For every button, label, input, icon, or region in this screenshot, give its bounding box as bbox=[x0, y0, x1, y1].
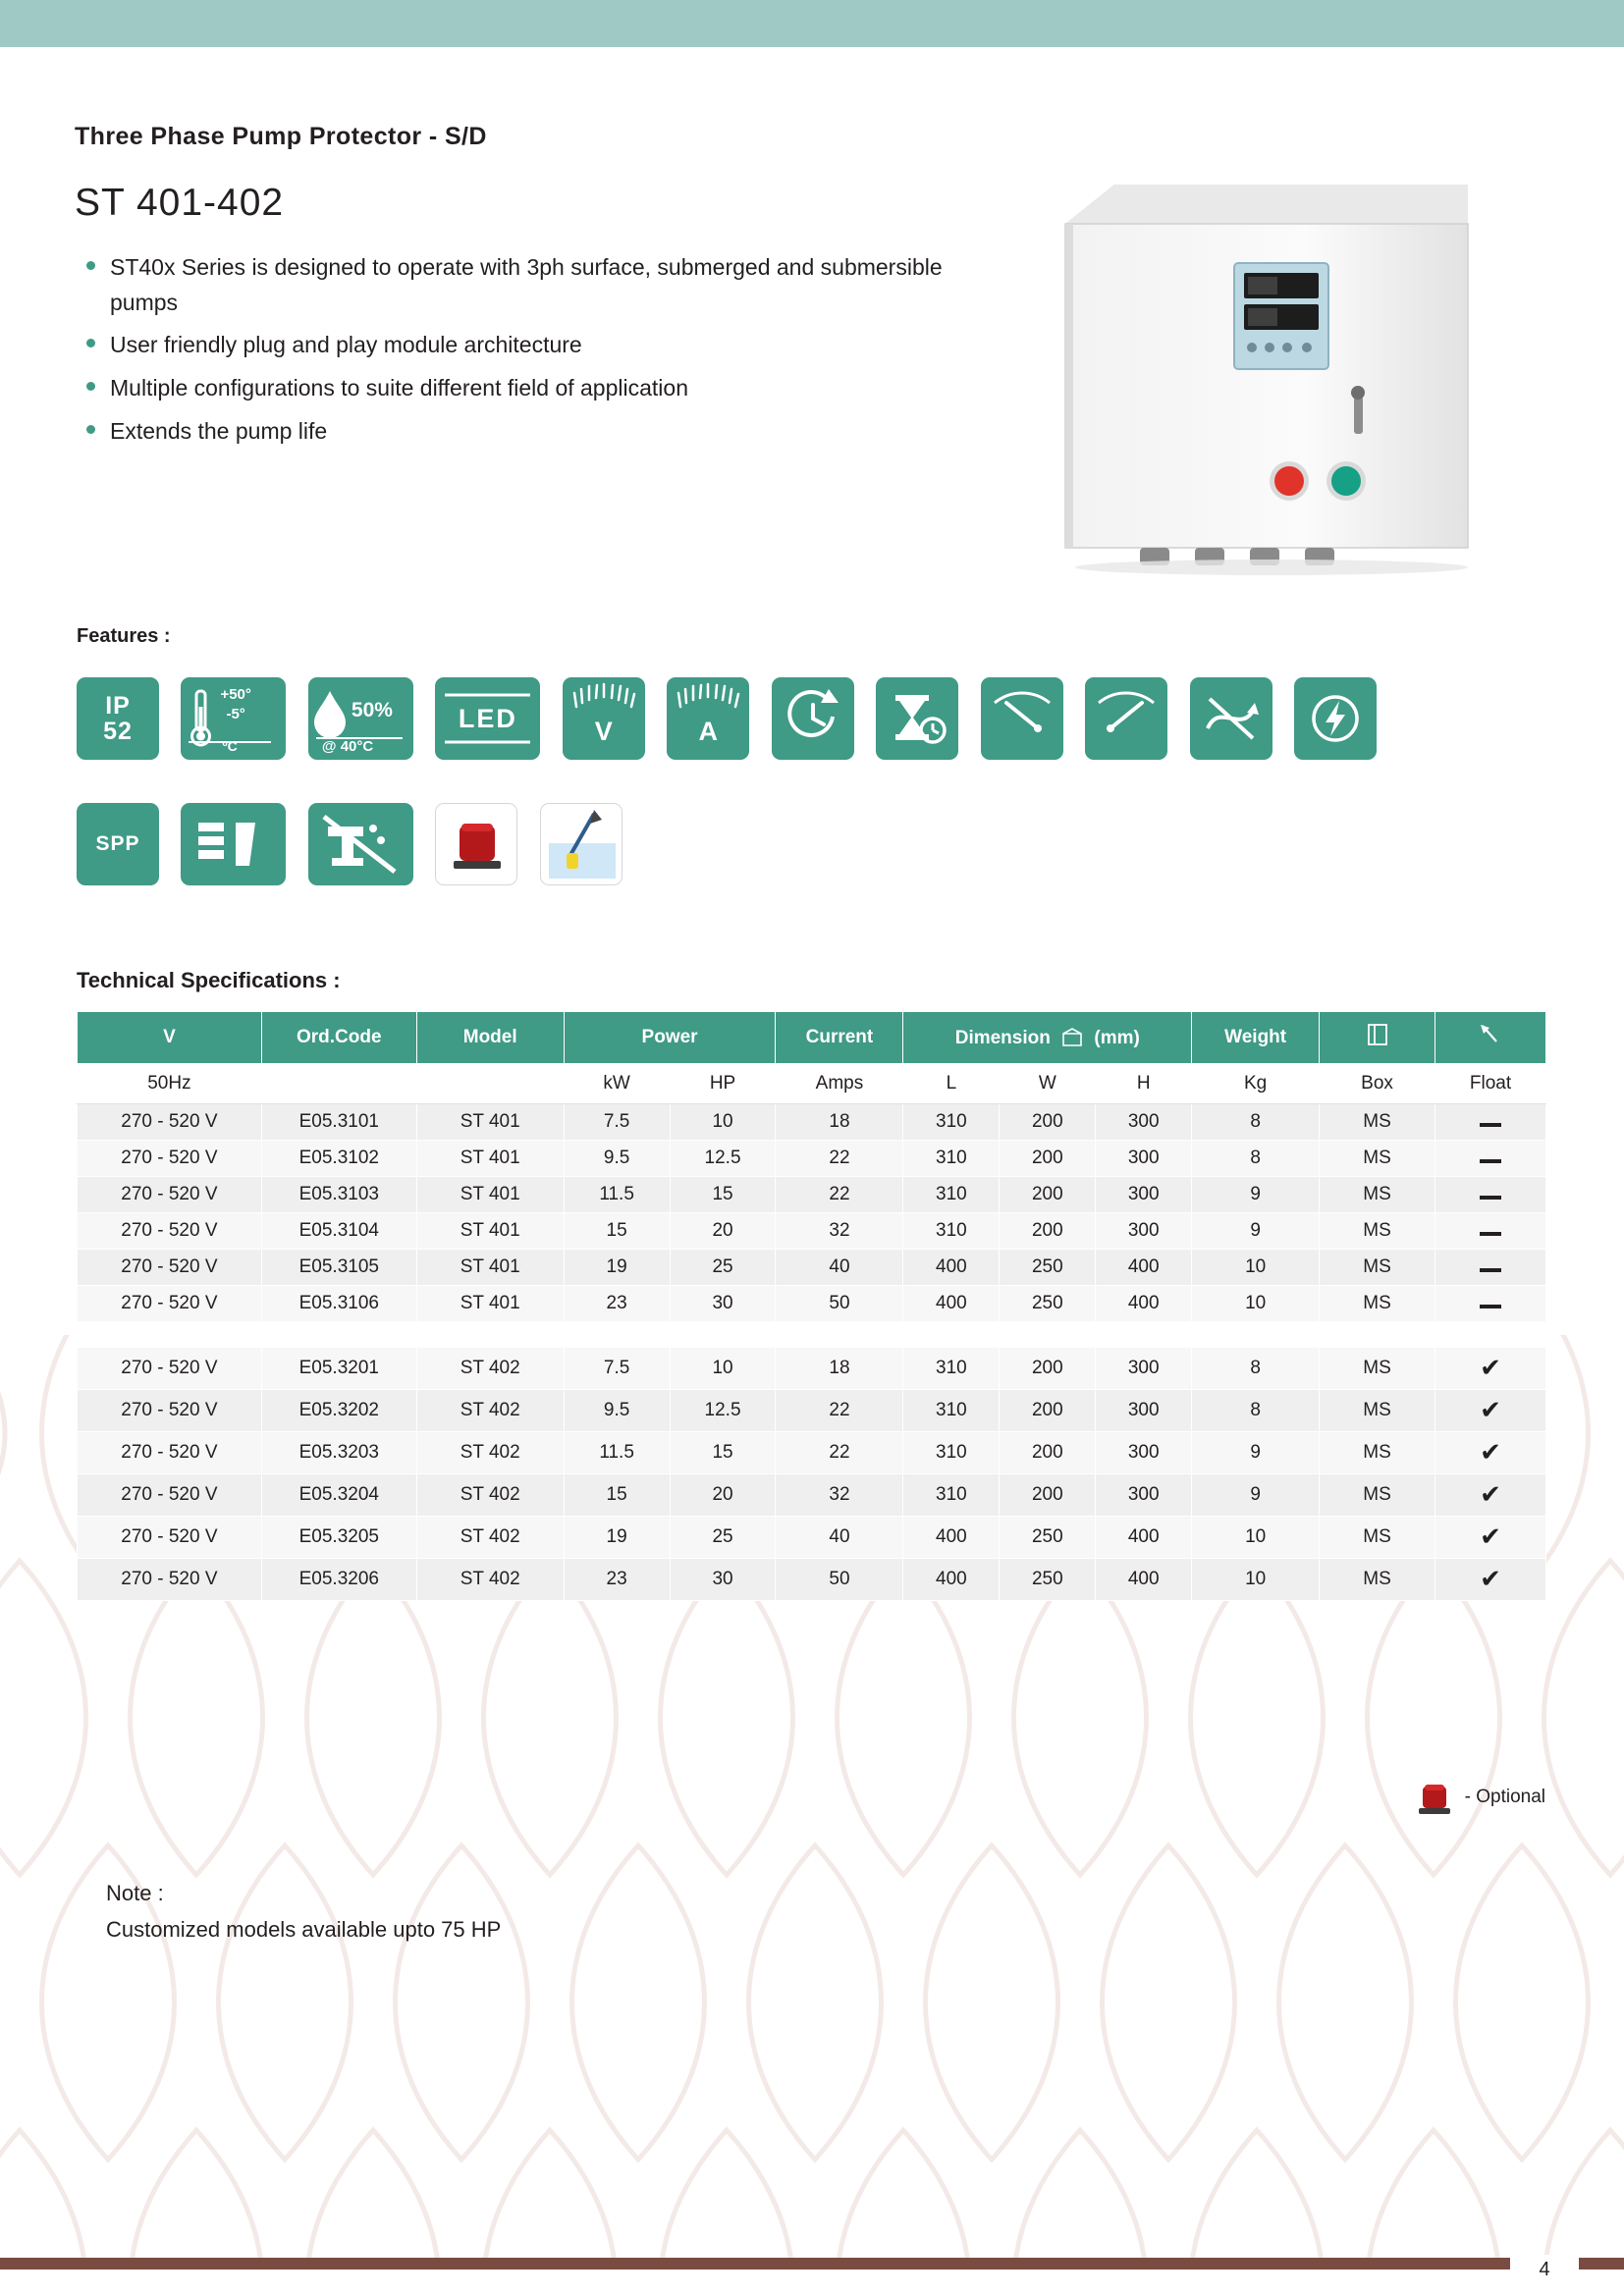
cell-amps: 50 bbox=[776, 1559, 903, 1601]
dash-icon bbox=[1480, 1159, 1501, 1163]
subcol-ordcode-blank bbox=[261, 1064, 416, 1104]
cell-box: MS bbox=[1320, 1141, 1435, 1177]
ammeter-label: A bbox=[698, 717, 719, 746]
cell-v: 270 - 520 V bbox=[78, 1250, 262, 1286]
cell-amps: 22 bbox=[776, 1141, 903, 1177]
check-icon: ✔ bbox=[1480, 1522, 1501, 1551]
cell-kw: 7.5 bbox=[564, 1104, 670, 1141]
cell-model: ST 401 bbox=[416, 1286, 564, 1322]
alarm-hooter-icon bbox=[1412, 1777, 1457, 1818]
cell-w: 200 bbox=[1000, 1213, 1096, 1250]
cell-w: 200 bbox=[1000, 1141, 1096, 1177]
tech-specs-label: Technical Specifications : bbox=[77, 968, 341, 992]
specifications-table bbox=[77, 1011, 1546, 1601]
cell-model: ST 401 bbox=[416, 1177, 564, 1213]
cell-h: 400 bbox=[1096, 1517, 1192, 1559]
check-icon: ✔ bbox=[1480, 1395, 1501, 1424]
list-item: ST40x Series is designed to operate with 3ph surface, submerged and submersible pumps bbox=[79, 250, 962, 320]
cell-h: 300 bbox=[1096, 1348, 1192, 1390]
cell-model: ST 402 bbox=[416, 1432, 564, 1474]
feature-icons-row-1 bbox=[77, 677, 1394, 760]
dash-icon bbox=[1480, 1196, 1501, 1200]
cell-h: 300 bbox=[1096, 1390, 1192, 1432]
cell-h: 300 bbox=[1096, 1474, 1192, 1517]
cell-code: E05.3101 bbox=[261, 1104, 416, 1141]
dry-run-icon bbox=[308, 803, 413, 885]
table-row bbox=[78, 1177, 1546, 1213]
cell-kw: 15 bbox=[564, 1474, 670, 1517]
dash-icon bbox=[1480, 1123, 1501, 1127]
cell-l: 310 bbox=[903, 1141, 1000, 1177]
cell-float bbox=[1435, 1286, 1546, 1322]
cell-kw: 11.5 bbox=[564, 1177, 670, 1213]
cell-kw: 11.5 bbox=[564, 1432, 670, 1474]
cell-kg: 8 bbox=[1192, 1390, 1320, 1432]
cell-amps: 22 bbox=[776, 1432, 903, 1474]
list-item: Extends the pump life bbox=[79, 414, 962, 450]
features-label: Features : bbox=[77, 625, 171, 647]
cell-kw: 19 bbox=[564, 1517, 670, 1559]
cell-box: MS bbox=[1320, 1559, 1435, 1601]
cell-hp: 30 bbox=[670, 1559, 776, 1601]
subcol-kg: Kg bbox=[1192, 1064, 1320, 1104]
subcol-height: H bbox=[1096, 1064, 1192, 1104]
cell-model: ST 402 bbox=[416, 1474, 564, 1517]
phase-sequence-icon bbox=[181, 803, 286, 885]
footer-white-space bbox=[0, 2269, 1624, 2296]
cell-amps: 40 bbox=[776, 1250, 903, 1286]
cell-kw: 23 bbox=[564, 1559, 670, 1601]
col-current: Current bbox=[776, 1012, 903, 1064]
high-voltage-icon bbox=[1085, 677, 1167, 760]
cell-code: E05.3102 bbox=[261, 1141, 416, 1177]
ip-rating-line2: 52 bbox=[103, 718, 133, 745]
cell-box: MS bbox=[1320, 1250, 1435, 1286]
cell-amps: 32 bbox=[776, 1213, 903, 1250]
list-item: User friendly plug and play module architecture bbox=[79, 328, 962, 363]
cell-code: E05.3206 bbox=[261, 1559, 416, 1601]
float-switch-icon bbox=[540, 803, 623, 885]
cell-amps: 40 bbox=[776, 1517, 903, 1559]
cell-l: 310 bbox=[903, 1390, 1000, 1432]
subcol-frequency: 50Hz bbox=[78, 1064, 262, 1104]
cell-w: 200 bbox=[1000, 1390, 1096, 1432]
table-row bbox=[78, 1559, 1546, 1601]
col-model: Model bbox=[416, 1012, 564, 1064]
cell-box: MS bbox=[1320, 1517, 1435, 1559]
page-number: 4 bbox=[1510, 2255, 1579, 2284]
check-icon: ✔ bbox=[1480, 1353, 1501, 1382]
model-heading: ST 401-402 bbox=[75, 182, 285, 224]
spp-label: SPP bbox=[95, 831, 140, 855]
table-subheader-row bbox=[78, 1064, 1546, 1104]
temperature-range-icon: +50° -5° ºC bbox=[181, 677, 286, 760]
humidity-icon: 50% @ 40°C bbox=[308, 677, 413, 760]
check-icon: ✔ bbox=[1480, 1564, 1501, 1593]
dash-icon bbox=[1480, 1305, 1501, 1308]
cell-l: 400 bbox=[903, 1250, 1000, 1286]
cell-l: 400 bbox=[903, 1517, 1000, 1559]
cell-kg: 8 bbox=[1192, 1104, 1320, 1141]
cell-model: ST 402 bbox=[416, 1348, 564, 1390]
cell-w: 200 bbox=[1000, 1474, 1096, 1517]
subcol-width: W bbox=[1000, 1064, 1096, 1104]
cell-model: ST 401 bbox=[416, 1104, 564, 1141]
spp-icon bbox=[77, 803, 159, 885]
cell-amps: 18 bbox=[776, 1348, 903, 1390]
cell-float bbox=[1435, 1432, 1546, 1474]
cell-float bbox=[1435, 1348, 1546, 1390]
cell-kw: 9.5 bbox=[564, 1141, 670, 1177]
cell-model: ST 402 bbox=[416, 1517, 564, 1559]
cell-v: 270 - 520 V bbox=[78, 1141, 262, 1177]
cell-amps: 22 bbox=[776, 1177, 903, 1213]
cell-code: E05.3202 bbox=[261, 1390, 416, 1432]
cell-code: E05.3104 bbox=[261, 1213, 416, 1250]
cell-float bbox=[1435, 1213, 1546, 1250]
cell-float bbox=[1435, 1390, 1546, 1432]
cell-w: 200 bbox=[1000, 1432, 1096, 1474]
table-row bbox=[78, 1517, 1546, 1559]
cell-box: MS bbox=[1320, 1213, 1435, 1250]
cell-kw: 9.5 bbox=[564, 1390, 670, 1432]
cell-h: 300 bbox=[1096, 1432, 1192, 1474]
cell-hp: 20 bbox=[670, 1213, 776, 1250]
optional-label: - Optional bbox=[1464, 1787, 1545, 1807]
cell-kw: 19 bbox=[564, 1250, 670, 1286]
cell-v: 270 - 520 V bbox=[78, 1104, 262, 1141]
cell-w: 200 bbox=[1000, 1348, 1096, 1390]
cell-model: ST 402 bbox=[416, 1390, 564, 1432]
cell-float bbox=[1435, 1250, 1546, 1286]
cell-l: 400 bbox=[903, 1286, 1000, 1322]
cell-v: 270 - 520 V bbox=[78, 1213, 262, 1250]
cell-model: ST 401 bbox=[416, 1213, 564, 1250]
header-band bbox=[0, 0, 1624, 47]
ip-rating-icon bbox=[77, 677, 159, 760]
cell-amps: 22 bbox=[776, 1390, 903, 1432]
cell-box: MS bbox=[1320, 1177, 1435, 1213]
subcol-length: L bbox=[903, 1064, 1000, 1104]
table-row bbox=[78, 1390, 1546, 1432]
cell-kg: 8 bbox=[1192, 1141, 1320, 1177]
col-weight: Weight bbox=[1192, 1012, 1320, 1064]
cell-kg: 9 bbox=[1192, 1474, 1320, 1517]
ip-rating-line1: IP bbox=[105, 691, 131, 720]
cell-box: MS bbox=[1320, 1286, 1435, 1322]
check-icon: ✔ bbox=[1480, 1437, 1501, 1467]
table-row bbox=[78, 1286, 1546, 1322]
optional-legend bbox=[1412, 1777, 1545, 1818]
cell-l: 310 bbox=[903, 1213, 1000, 1250]
cell-hp: 10 bbox=[670, 1104, 776, 1141]
cell-l: 310 bbox=[903, 1177, 1000, 1213]
cell-box: MS bbox=[1320, 1348, 1435, 1390]
cell-kg: 8 bbox=[1192, 1348, 1320, 1390]
cell-code: E05.3203 bbox=[261, 1432, 416, 1474]
cell-kg: 9 bbox=[1192, 1177, 1320, 1213]
footer-band bbox=[0, 2258, 1624, 2269]
subcol-kw: kW bbox=[564, 1064, 670, 1104]
low-voltage-icon bbox=[981, 677, 1063, 760]
cell-float bbox=[1435, 1559, 1546, 1601]
table-spacer-row bbox=[78, 1322, 1546, 1348]
voltmeter-icon bbox=[563, 677, 645, 760]
table-row bbox=[78, 1348, 1546, 1390]
cell-model: ST 401 bbox=[416, 1250, 564, 1286]
cell-l: 310 bbox=[903, 1474, 1000, 1517]
cell-hp: 15 bbox=[670, 1177, 776, 1213]
cell-v: 270 - 520 V bbox=[78, 1390, 262, 1432]
col-dimension bbox=[903, 1012, 1192, 1064]
table-row bbox=[78, 1474, 1546, 1517]
cell-amps: 18 bbox=[776, 1104, 903, 1141]
cell-kg: 9 bbox=[1192, 1213, 1320, 1250]
cell-box: MS bbox=[1320, 1474, 1435, 1517]
cell-code: E05.3205 bbox=[261, 1517, 416, 1559]
cell-h: 400 bbox=[1096, 1250, 1192, 1286]
cell-w: 250 bbox=[1000, 1286, 1096, 1322]
alarm-hooter-icon bbox=[435, 803, 517, 885]
cell-v: 270 - 520 V bbox=[78, 1286, 262, 1322]
cell-hp: 12.5 bbox=[670, 1390, 776, 1432]
page-title: Three Phase Pump Protector - S/D bbox=[75, 123, 487, 150]
cell-kg: 10 bbox=[1192, 1286, 1320, 1322]
table-header-row bbox=[78, 1012, 1546, 1064]
cell-hp: 15 bbox=[670, 1432, 776, 1474]
cell-kg: 9 bbox=[1192, 1432, 1320, 1474]
subcol-amps: Amps bbox=[776, 1064, 903, 1104]
cell-kg: 10 bbox=[1192, 1559, 1320, 1601]
cell-h: 400 bbox=[1096, 1286, 1192, 1322]
table-row bbox=[78, 1141, 1546, 1177]
cell-l: 310 bbox=[903, 1104, 1000, 1141]
note-block bbox=[106, 1875, 501, 1949]
cell-v: 270 - 520 V bbox=[78, 1348, 262, 1390]
col-dimension-unit: (mm) bbox=[1094, 1027, 1140, 1048]
note-text: Customized models available upto 75 HP bbox=[106, 1917, 502, 1943]
surge-protection-icon bbox=[1294, 677, 1377, 760]
table-row bbox=[78, 1213, 1546, 1250]
check-icon: ✔ bbox=[1480, 1479, 1501, 1509]
col-dimension-label: Dimension bbox=[954, 1027, 1051, 1048]
cell-float bbox=[1435, 1104, 1546, 1141]
cell-hp: 30 bbox=[670, 1286, 776, 1322]
cell-float bbox=[1435, 1517, 1546, 1559]
cell-l: 400 bbox=[903, 1559, 1000, 1601]
cell-v: 270 - 520 V bbox=[78, 1177, 262, 1213]
col-voltage: V bbox=[78, 1012, 262, 1064]
cell-w: 250 bbox=[1000, 1250, 1096, 1286]
table-row bbox=[78, 1432, 1546, 1474]
col-ordcode: Ord.Code bbox=[261, 1012, 416, 1064]
cell-v: 270 - 520 V bbox=[78, 1517, 262, 1559]
cell-w: 250 bbox=[1000, 1517, 1096, 1559]
cell-model: ST 401 bbox=[416, 1141, 564, 1177]
col-power: Power bbox=[564, 1012, 776, 1064]
dash-icon bbox=[1480, 1232, 1501, 1236]
subcol-box: Box bbox=[1320, 1064, 1435, 1104]
subcol-model-blank bbox=[416, 1064, 564, 1104]
cell-v: 270 - 520 V bbox=[78, 1559, 262, 1601]
ammeter-icon bbox=[667, 677, 749, 760]
cell-kw: 15 bbox=[564, 1213, 670, 1250]
cell-box: MS bbox=[1320, 1104, 1435, 1141]
hourglass-delay-icon bbox=[876, 677, 958, 760]
cell-h: 300 bbox=[1096, 1104, 1192, 1141]
cell-code: E05.3103 bbox=[261, 1177, 416, 1213]
list-item: Multiple configurations to suite different field of application bbox=[79, 371, 962, 406]
cell-code: E05.3105 bbox=[261, 1250, 416, 1286]
cell-box: MS bbox=[1320, 1432, 1435, 1474]
phase-failure-icon bbox=[1190, 677, 1272, 760]
cell-h: 300 bbox=[1096, 1177, 1192, 1213]
led-label: LED bbox=[458, 703, 517, 733]
cell-w: 250 bbox=[1000, 1559, 1096, 1601]
cell-v: 270 - 520 V bbox=[78, 1432, 262, 1474]
led-indicator-icon bbox=[435, 677, 540, 760]
cell-l: 310 bbox=[903, 1432, 1000, 1474]
dash-icon bbox=[1480, 1268, 1501, 1272]
table-row bbox=[78, 1104, 1546, 1141]
table-spacer-cell bbox=[78, 1322, 1546, 1348]
cell-kw: 23 bbox=[564, 1286, 670, 1322]
cell-w: 200 bbox=[1000, 1177, 1096, 1213]
cell-amps: 32 bbox=[776, 1474, 903, 1517]
timer-icon bbox=[772, 677, 854, 760]
cell-hp: 12.5 bbox=[670, 1141, 776, 1177]
cell-w: 200 bbox=[1000, 1104, 1096, 1141]
cell-kw: 7.5 bbox=[564, 1348, 670, 1390]
cell-float bbox=[1435, 1177, 1546, 1213]
col-float bbox=[1435, 1012, 1546, 1064]
cell-kg: 10 bbox=[1192, 1517, 1320, 1559]
cell-amps: 50 bbox=[776, 1286, 903, 1322]
cell-hp: 20 bbox=[670, 1474, 776, 1517]
note-title: Note : bbox=[106, 1881, 164, 1905]
subcol-float: Float bbox=[1435, 1064, 1546, 1104]
cell-h: 300 bbox=[1096, 1141, 1192, 1177]
feature-bullet-list bbox=[79, 250, 962, 456]
cell-l: 310 bbox=[903, 1348, 1000, 1390]
cell-code: E05.3106 bbox=[261, 1286, 416, 1322]
product-photo bbox=[1056, 165, 1488, 577]
table-row bbox=[78, 1250, 1546, 1286]
cell-code: E05.3204 bbox=[261, 1474, 416, 1517]
subcol-hp: HP bbox=[670, 1064, 776, 1104]
col-box bbox=[1320, 1012, 1435, 1064]
cell-float bbox=[1435, 1141, 1546, 1177]
feature-icons-row-2 bbox=[77, 803, 640, 885]
cell-kg: 10 bbox=[1192, 1250, 1320, 1286]
cell-v: 270 - 520 V bbox=[78, 1474, 262, 1517]
cell-hp: 10 bbox=[670, 1348, 776, 1390]
voltmeter-label: V bbox=[594, 717, 613, 746]
cell-hp: 25 bbox=[670, 1250, 776, 1286]
cell-h: 400 bbox=[1096, 1559, 1192, 1601]
cell-box: MS bbox=[1320, 1390, 1435, 1432]
cell-float bbox=[1435, 1474, 1546, 1517]
cell-hp: 25 bbox=[670, 1517, 776, 1559]
cell-code: E05.3201 bbox=[261, 1348, 416, 1390]
cell-h: 300 bbox=[1096, 1213, 1192, 1250]
cell-model: ST 402 bbox=[416, 1559, 564, 1601]
